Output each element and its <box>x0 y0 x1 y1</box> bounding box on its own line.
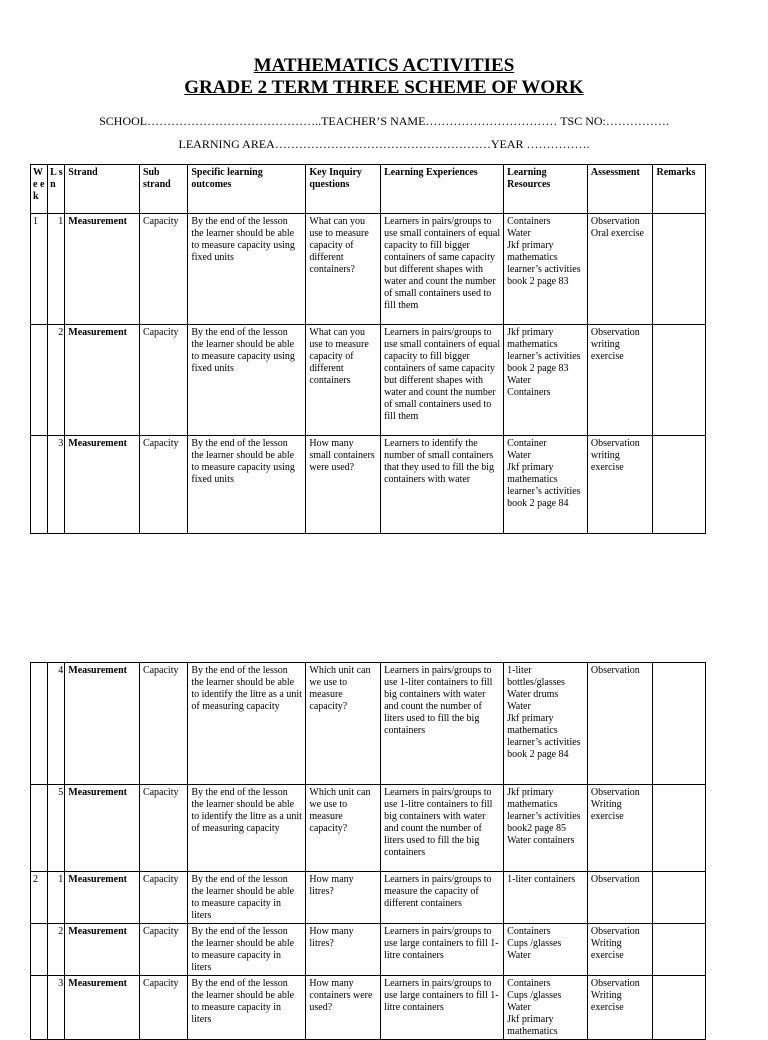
header-lesson: L s n <box>48 165 65 214</box>
cell-lesson: 2 <box>48 325 65 436</box>
header-strand: Strand <box>65 165 140 214</box>
cell-experiences: Learners in pairs/groups to use 1-litre containers to fill big containers with water and count the number of liters used to fill the big containers <box>381 785 504 872</box>
cell-experiences: Learners in pairs/groups to use small containers of equal capacity to fill bigger containers of same capacity but different shapes with water and count the number of small containers used to fill them <box>381 325 504 436</box>
header-resources: Learning Resources <box>504 165 588 214</box>
table-header-row <box>31 165 706 214</box>
cell-resources: Container Water Jkf primary mathematics learner’s activities book 2 page 84 <box>504 436 588 534</box>
cell-assessment: Observation Writing exercise <box>587 976 653 1040</box>
header-outcomes: Specific learning outcomes <box>188 165 306 214</box>
cell-remarks <box>653 976 706 1040</box>
cell-resources: Containers Cups /glasses Water <box>504 924 588 976</box>
cell-strand: Measurement <box>65 436 140 534</box>
cell-inquiry: How many litres? <box>306 924 381 976</box>
cell-resources: 1-liter bottles/glasses Water drums Water Jkf primary mathematics learner’s activities book 2 page 84 <box>504 663 588 785</box>
cell-experiences: Learners in pairs/groups to use large containers to fill 1-litre containers <box>381 976 504 1040</box>
table-row <box>31 872 706 924</box>
cell-inquiry: How many containers were used? <box>306 976 381 1040</box>
header-remarks: Remarks <box>653 165 706 214</box>
learning-area-year-line: LEARNING AREA………………………………………………YEAR ……………. <box>178 137 590 151</box>
header-assessment: Assessment <box>587 165 653 214</box>
cell-outcomes: By the end of the lesson the learner should be able to measure capacity using fixed units <box>188 436 306 534</box>
cell-inquiry: What can you use to measure capacity of different containers? <box>306 214 381 325</box>
document-subtitle: GRADE 2 TERM THREE SCHEME OF WORK <box>184 77 584 98</box>
school-teacher-tsc-line: SCHOOL……………………………………..TEACHER’S NAME…………………………… TSC NO:……………. <box>99 114 669 128</box>
cell-inquiry: How many small containers were used? <box>306 436 381 534</box>
header-inquiry: Key Inquiry questions <box>306 165 381 214</box>
cell-sub-strand: Capacity <box>139 214 187 325</box>
cell-strand: Measurement <box>65 214 140 325</box>
cell-sub-strand: Capacity <box>139 325 187 436</box>
cell-strand: Measurement <box>65 663 140 785</box>
cell-sub-strand: Capacity <box>139 663 187 785</box>
header-week: W e e k <box>31 165 48 214</box>
table-row <box>31 976 706 1040</box>
cell-week <box>31 436 48 534</box>
cell-sub-strand: Capacity <box>139 872 187 924</box>
cell-outcomes: By the end of the lesson the learner should be able to measure capacity using fixed units <box>188 325 306 436</box>
scheme-of-work-table-page-2 <box>30 662 706 1040</box>
cell-resources: Containers Cups /glasses Water Jkf primary mathematics <box>504 976 588 1040</box>
cell-inquiry: Which unit can we use to measure capacity? <box>306 785 381 872</box>
cell-remarks <box>653 872 706 924</box>
cell-resources: 1-liter containers <box>504 872 588 924</box>
cell-remarks <box>653 663 706 785</box>
cell-lesson: 5 <box>48 785 65 872</box>
cell-week <box>31 325 48 436</box>
table-row <box>31 663 706 785</box>
cell-resources: Jkf primary mathematics learner’s activities book2 page 85 Water containers <box>504 785 588 872</box>
cell-outcomes: By the end of the lesson the learner should be able to identify the litre as a unit of measuring capacity <box>188 663 306 785</box>
cell-strand: Measurement <box>65 325 140 436</box>
cell-lesson: 2 <box>48 924 65 976</box>
table-row <box>31 325 706 436</box>
cell-outcomes: By the end of the lesson the learner should be able to measure capacity in liters <box>188 924 306 976</box>
cell-week <box>31 663 48 785</box>
cell-remarks <box>653 924 706 976</box>
table-row <box>31 785 706 872</box>
cell-week <box>31 976 48 1040</box>
cell-resources: Jkf primary mathematics learner’s activities book 2 page 83 Water Containers <box>504 325 588 436</box>
header-experiences: Learning Experiences <box>381 165 504 214</box>
cell-assessment: Observation Oral exercise <box>587 214 653 325</box>
cell-strand: Measurement <box>65 872 140 924</box>
cell-experiences: Learners in pairs/groups to use small containers of equal capacity to fill bigger containers of same capacity but different shapes with water and count the number of small containers used to fill them <box>381 214 504 325</box>
cell-week <box>31 924 48 976</box>
cell-inquiry: How many litres? <box>306 872 381 924</box>
cell-remarks <box>653 785 706 872</box>
cell-strand: Measurement <box>65 924 140 976</box>
cell-sub-strand: Capacity <box>139 436 187 534</box>
cell-assessment: Observation Writing exercise <box>587 785 653 872</box>
cell-experiences: Learners in pairs/groups to measure the capacity of different containers <box>381 872 504 924</box>
header-sub-strand: Sub strand <box>139 165 187 214</box>
cell-outcomes: By the end of the lesson the learner should be able to measure capacity in liters <box>188 976 306 1040</box>
cell-assessment: Observation Writing exercise <box>587 924 653 976</box>
cell-week: 1 <box>31 214 48 325</box>
cell-assessment: Observation <box>587 663 653 785</box>
cell-inquiry: Which unit can we use to measure capacity? <box>306 663 381 785</box>
cell-strand: Measurement <box>65 785 140 872</box>
document-title: MATHEMATICS ACTIVITIES <box>253 55 515 76</box>
cell-outcomes: By the end of the lesson the learner should be able to measure capacity in liters <box>188 872 306 924</box>
cell-sub-strand: Capacity <box>139 924 187 976</box>
cell-lesson: 3 <box>48 436 65 534</box>
table-row <box>31 214 706 325</box>
cell-lesson: 1 <box>48 872 65 924</box>
cell-assessment: Observation <box>587 872 653 924</box>
cell-resources: Containers Water Jkf primary mathematics learner’s activities book 2 page 83 <box>504 214 588 325</box>
cell-week <box>31 785 48 872</box>
cell-sub-strand: Capacity <box>139 785 187 872</box>
cell-outcomes: By the end of the lesson the learner should be able to measure capacity using fixed units <box>188 214 306 325</box>
cell-assessment: Observation writing exercise <box>587 436 653 534</box>
cell-outcomes: By the end of the lesson the learner should be able to identify the litre as a unit of measuring capacity <box>188 785 306 872</box>
cell-sub-strand: Capacity <box>139 976 187 1040</box>
cell-assessment: Observation writing exercise <box>587 325 653 436</box>
cell-week: 2 <box>31 872 48 924</box>
cell-experiences: Learners to identify the number of small containers that they used to fill the big containers with water <box>381 436 504 534</box>
cell-inquiry: What can you use to measure capacity of different containers <box>306 325 381 436</box>
cell-experiences: Learners in pairs/groups to use large containers to fill 1-litre containers <box>381 924 504 976</box>
cell-lesson: 1 <box>48 214 65 325</box>
table-row <box>31 436 706 534</box>
cell-lesson: 4 <box>48 663 65 785</box>
scheme-of-work-table-page-1 <box>30 164 706 534</box>
table-row <box>31 924 706 976</box>
cell-remarks <box>653 436 706 534</box>
cell-lesson: 3 <box>48 976 65 1040</box>
cell-strand: Measurement <box>65 976 140 1040</box>
cell-remarks <box>653 325 706 436</box>
cell-remarks <box>653 214 706 325</box>
cell-experiences: Learners in pairs/groups to use 1-liter containers to fill big containers with water and count the number of liters used to fill the big containers <box>381 663 504 785</box>
